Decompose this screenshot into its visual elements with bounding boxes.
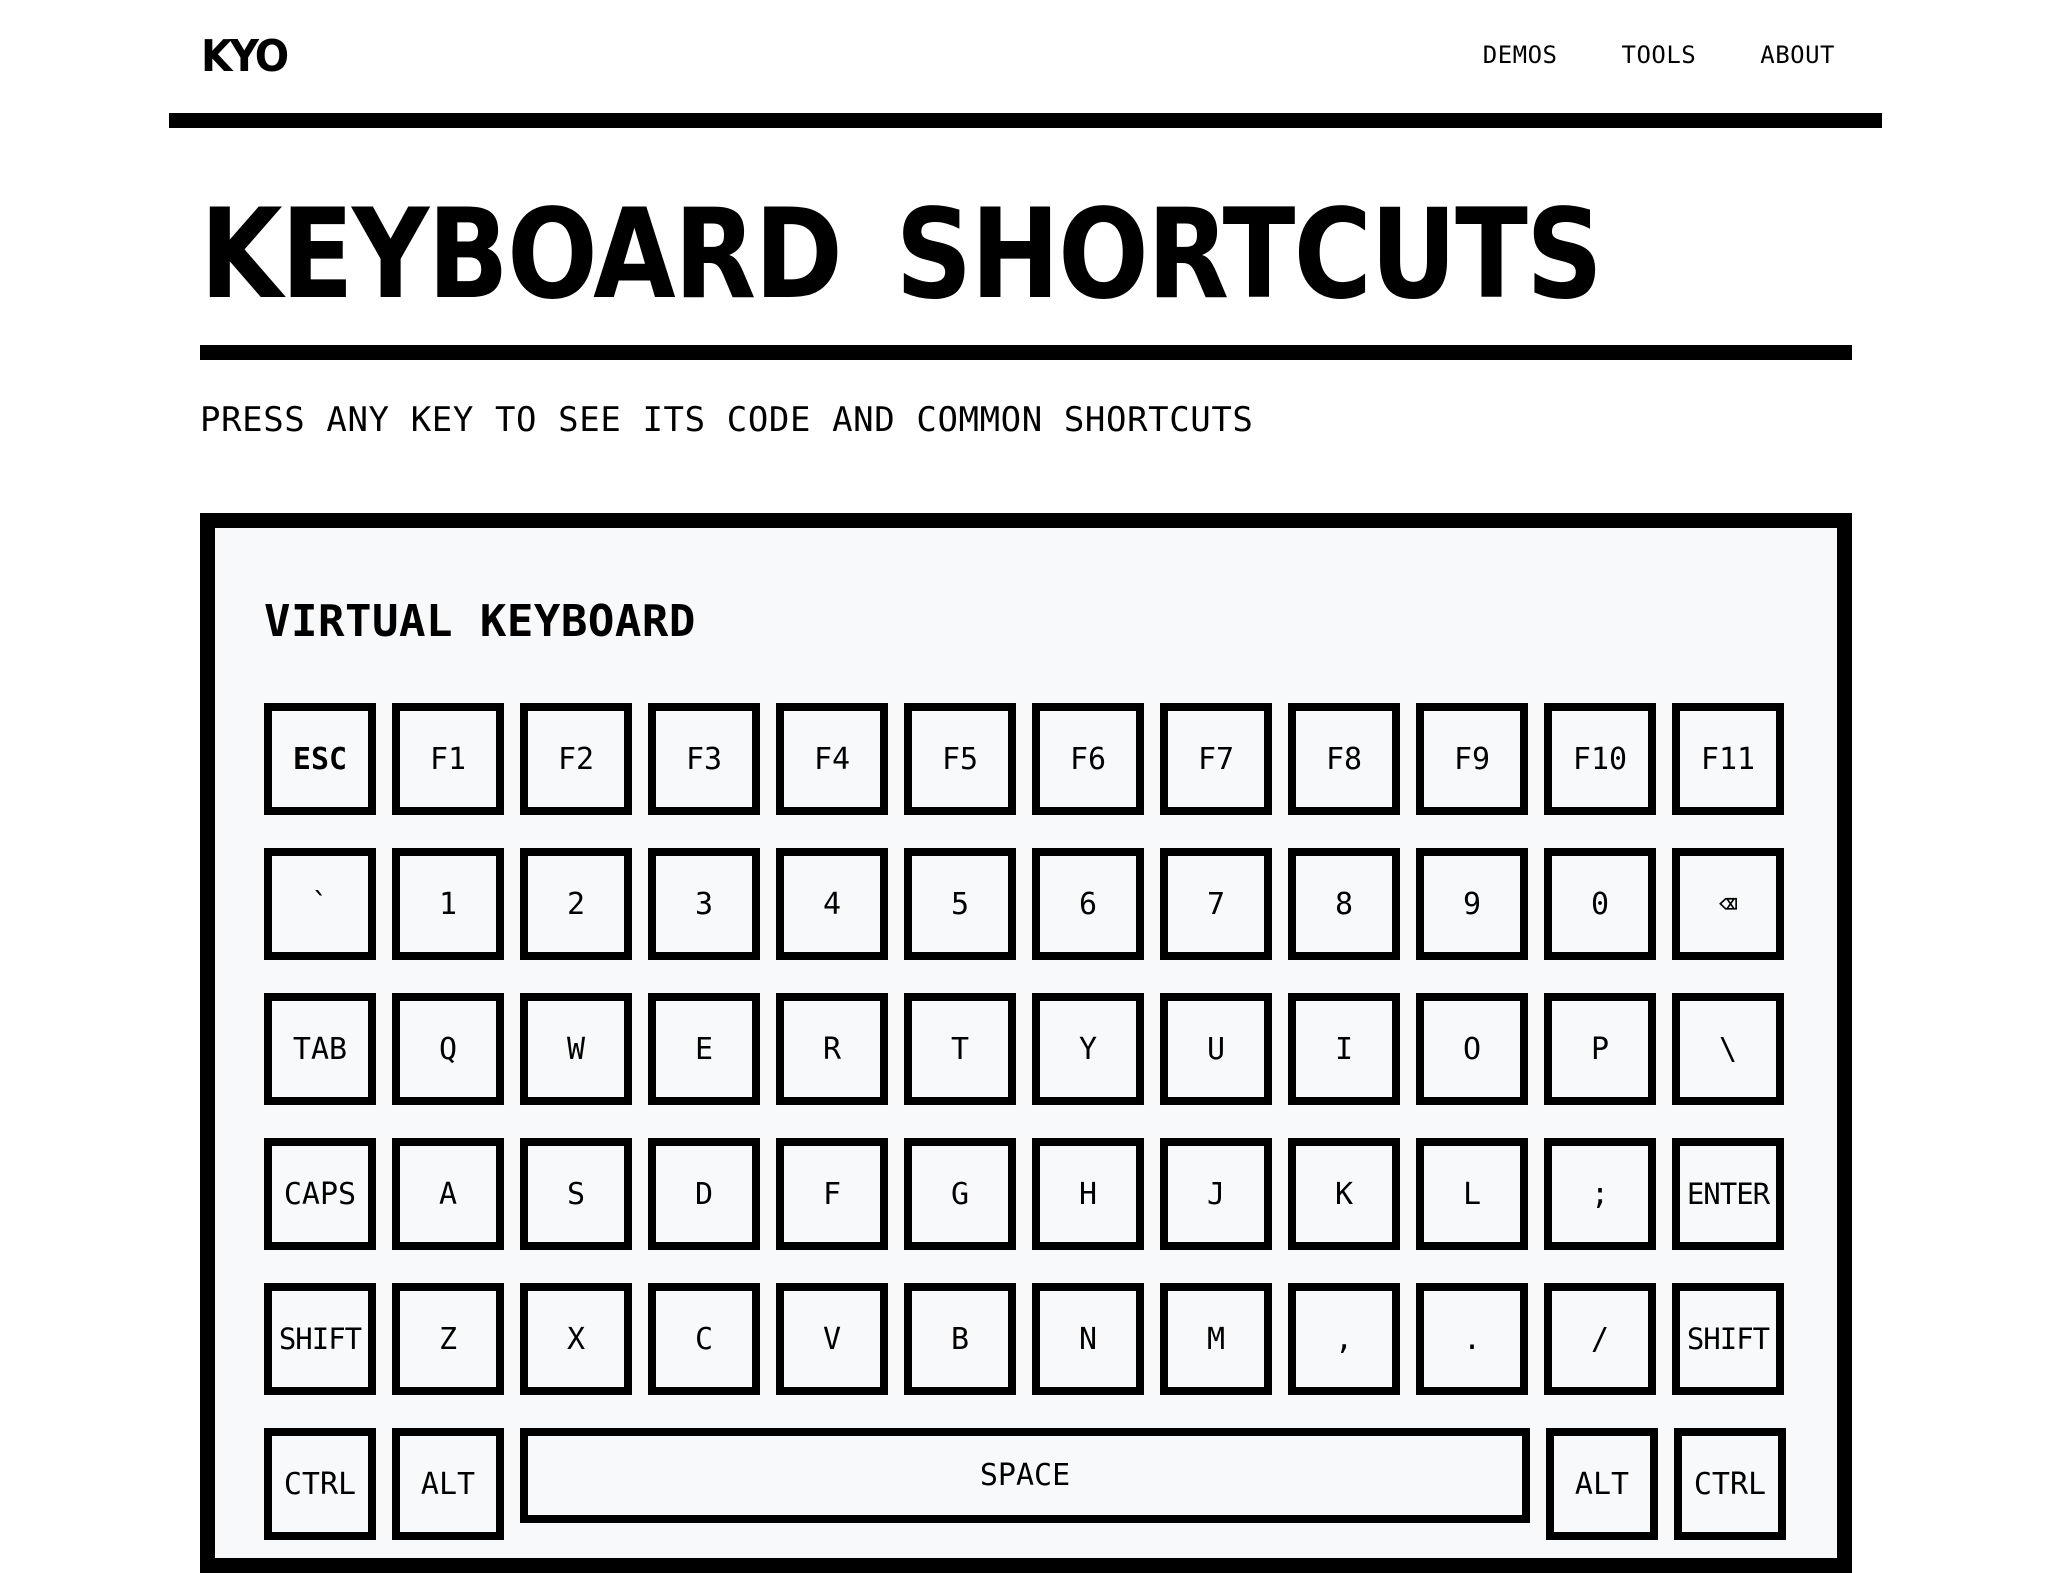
key-f3[interactable]: F3 [648, 703, 760, 815]
panel-title: VIRTUAL KEYBOARD [264, 596, 696, 647]
key-r[interactable]: R [776, 993, 888, 1105]
page-title: KEYBOARD SHORTCUTS [200, 183, 1602, 327]
key-comma[interactable]: , [1288, 1283, 1400, 1395]
key-backspace[interactable]: ⌫ [1672, 848, 1784, 960]
key-g[interactable]: G [904, 1138, 1016, 1250]
key-b[interactable]: B [904, 1283, 1016, 1395]
key-x[interactable]: X [520, 1283, 632, 1395]
key-space[interactable]: SPACE [520, 1428, 1530, 1523]
key-slash[interactable]: / [1544, 1283, 1656, 1395]
key-f10[interactable]: F10 [1544, 703, 1656, 815]
keyboard-row [264, 848, 1786, 960]
key-tab[interactable]: TAB [264, 993, 376, 1105]
key-f9[interactable]: F9 [1416, 703, 1528, 815]
key-e[interactable]: E [648, 993, 760, 1105]
key-6[interactable]: 6 [1032, 848, 1144, 960]
key-semicolon[interactable]: ; [1544, 1138, 1656, 1250]
key-w[interactable]: W [520, 993, 632, 1105]
key-f5[interactable]: F5 [904, 703, 1016, 815]
virtual-keyboard-panel [200, 513, 1852, 1573]
key-shift[interactable]: SHIFT [264, 1283, 376, 1395]
key-backslash[interactable]: \ [1672, 993, 1784, 1105]
site-header [169, 0, 1882, 128]
key-f1[interactable]: F1 [392, 703, 504, 815]
key-z[interactable]: Z [392, 1283, 504, 1395]
key-d[interactable]: D [648, 1138, 760, 1250]
key-ctrl[interactable]: CTRL [264, 1428, 376, 1540]
key-q[interactable]: Q [392, 993, 504, 1105]
title-divider [200, 345, 1852, 360]
key-v[interactable]: V [776, 1283, 888, 1395]
key-o[interactable]: O [1416, 993, 1528, 1105]
main-nav [1483, 38, 1835, 72]
key-s[interactable]: S [520, 1138, 632, 1250]
key-c[interactable]: C [648, 1283, 760, 1395]
keyboard-row [264, 1138, 1786, 1250]
page-subtitle: PRESS ANY KEY TO SEE ITS CODE AND COMMON SHORTCUTS [200, 400, 1254, 440]
key-alt[interactable]: ALT [392, 1428, 504, 1540]
keyboard-row [264, 1283, 1786, 1395]
key-alt[interactable]: ALT [1546, 1428, 1658, 1540]
key-4[interactable]: 4 [776, 848, 888, 960]
key-f6[interactable]: F6 [1032, 703, 1144, 815]
key-esc[interactable]: ESC [264, 703, 376, 815]
key-a[interactable]: A [392, 1138, 504, 1250]
key-j[interactable]: J [1160, 1138, 1272, 1250]
logo[interactable]: KYO [201, 31, 287, 82]
key-k[interactable]: K [1288, 1138, 1400, 1250]
key-8[interactable]: 8 [1288, 848, 1400, 960]
key-f[interactable]: F [776, 1138, 888, 1250]
key-0[interactable]: 0 [1544, 848, 1656, 960]
key-f2[interactable]: F2 [520, 703, 632, 815]
key-7[interactable]: 7 [1160, 848, 1272, 960]
key-n[interactable]: N [1032, 1283, 1144, 1395]
key-ctrl[interactable]: CTRL [1674, 1428, 1786, 1540]
key-caps[interactable]: CAPS [264, 1138, 376, 1250]
key-u[interactable]: U [1160, 993, 1272, 1105]
nav-link-tools[interactable]: TOOLS [1621, 41, 1697, 69]
keyboard-row [264, 993, 1786, 1105]
key-2[interactable]: 2 [520, 848, 632, 960]
key-5[interactable]: 5 [904, 848, 1016, 960]
key-f4[interactable]: F4 [776, 703, 888, 815]
key-enter[interactable]: ENTER [1672, 1138, 1784, 1250]
key-y[interactable]: Y [1032, 993, 1144, 1105]
key-h[interactable]: H [1032, 1138, 1144, 1250]
keyboard-row [264, 1428, 1786, 1540]
key-9[interactable]: 9 [1416, 848, 1528, 960]
key-f8[interactable]: F8 [1288, 703, 1400, 815]
key-f7[interactable]: F7 [1160, 703, 1272, 815]
key-i[interactable]: I [1288, 993, 1400, 1105]
nav-link-demos[interactable]: DEMOS [1482, 41, 1558, 69]
key-m[interactable]: M [1160, 1283, 1272, 1395]
key-t[interactable]: T [904, 993, 1016, 1105]
key-p[interactable]: P [1544, 993, 1656, 1105]
key-1[interactable]: 1 [392, 848, 504, 960]
key-backtick[interactable]: ` [264, 848, 376, 960]
virtual-keyboard [264, 703, 1786, 1573]
key-period[interactable]: . [1416, 1283, 1528, 1395]
key-3[interactable]: 3 [648, 848, 760, 960]
key-f11[interactable]: F11 [1672, 703, 1784, 815]
keyboard-row [264, 703, 1786, 815]
key-l[interactable]: L [1416, 1138, 1528, 1250]
key-shift[interactable]: SHIFT [1672, 1283, 1784, 1395]
nav-link-about[interactable]: ABOUT [1760, 41, 1835, 69]
